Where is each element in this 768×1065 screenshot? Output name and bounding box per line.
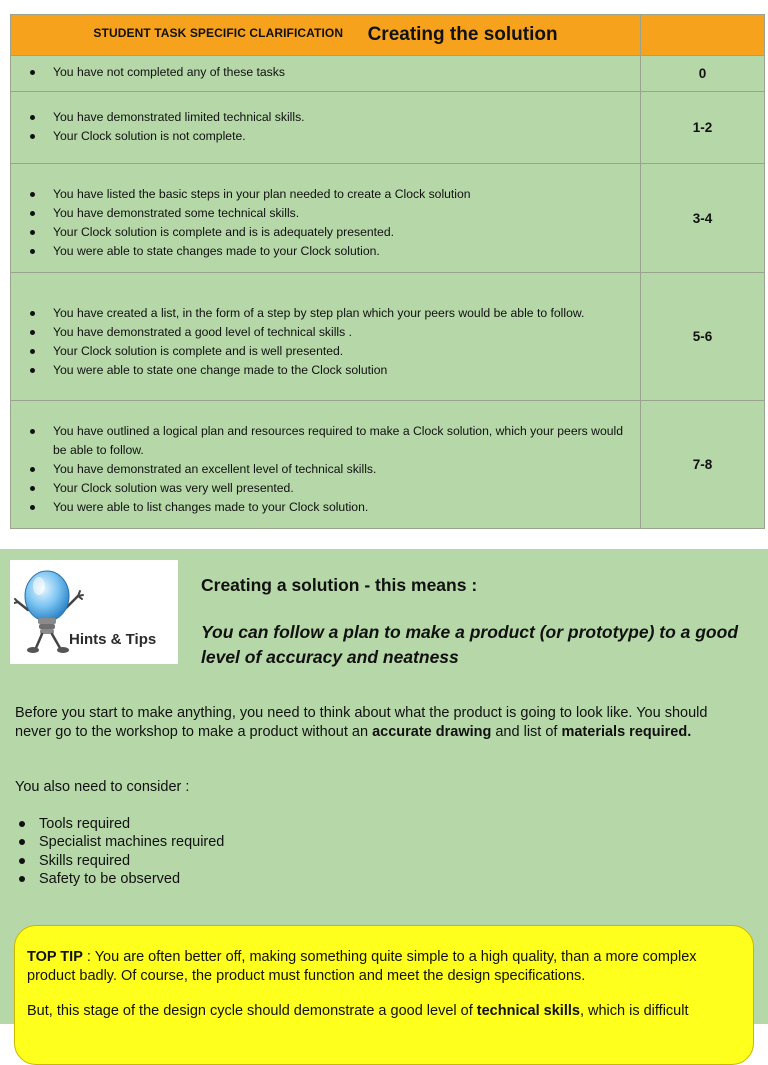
rubric-row <box>11 92 765 164</box>
hints-panel <box>0 549 768 1024</box>
criteria-item: You have listed the basic steps in your plan needed to create a Clock solution <box>53 185 640 204</box>
criteria-list <box>11 63 640 82</box>
criteria-item: Your Clock solution is complete and is is adequately presented. <box>53 223 640 242</box>
top-tip-text: : You are often better off, making something quite simple to a high quality, than a more complex product badly. Of course, the product must function and meet the design specifications. <box>27 949 697 984</box>
hints-tips-box <box>10 560 178 664</box>
rubric-table <box>10 14 765 529</box>
criteria-cell <box>11 273 641 401</box>
rubric-row <box>11 164 765 273</box>
criteria-list <box>11 292 640 380</box>
top-tip-paragraph <box>27 1002 741 1021</box>
criteria-list <box>11 410 640 517</box>
criteria-cell <box>11 56 641 92</box>
criteria-item: You have demonstrated some technical skills. <box>53 204 640 223</box>
criteria-item: You were able to state one change made to the Clock solution <box>53 361 640 380</box>
score-cell: 1-2 <box>641 92 765 164</box>
rubric-row <box>11 401 765 529</box>
criteria-item: You have created a list, in the form of a step by step plan which your peers would be able to follow. <box>53 304 640 323</box>
rubric-header-row <box>11 15 765 56</box>
criteria-cell <box>11 401 641 529</box>
criteria-item: You were able to list changes made to your Clock solution. <box>53 498 640 517</box>
intro-bold-materials: materials required. <box>561 724 692 740</box>
requirement-item: Safety to be observed <box>15 870 224 888</box>
top-tip-label: TOP TIP <box>27 949 83 965</box>
criteria-item: Your Clock solution is not complete. <box>53 127 640 146</box>
means-description: You can follow a plan to make a product (or prototype) to a good level of accuracy and neatness <box>201 622 739 667</box>
means-heading: Creating a solution - this means : <box>201 575 478 595</box>
rubric-header-title: Creating the solution <box>367 24 558 45</box>
rubric-row <box>11 273 765 401</box>
requirement-item: Skills required <box>15 852 224 870</box>
score-cell: 0 <box>641 56 765 92</box>
score-cell: 7-8 <box>641 401 765 529</box>
rubric-header-subtitle: STUDENT TASK SPECIFIC CLARIFICATION <box>93 26 344 40</box>
rubric-header-cell <box>11 15 641 56</box>
top-tip-box <box>14 925 754 1065</box>
criteria-item: You have demonstrated limited technical skills. <box>53 108 640 127</box>
criteria-list <box>11 173 640 261</box>
criteria-item: You have not completed any of these tasks <box>53 63 640 82</box>
top-tip-text: But, this stage of the design cycle should demonstrate a good level of <box>27 1003 477 1019</box>
requirements-list <box>15 815 224 888</box>
rubric-header-score-cell <box>641 15 765 56</box>
criteria-item: Your Clock solution is complete and is well presented. <box>53 342 640 361</box>
criteria-item: You have outlined a logical plan and resources required to make a Clock solution, which your peers would be able to follow. <box>53 422 640 460</box>
criteria-item: Your Clock solution was very well presented. <box>53 479 640 498</box>
criteria-list <box>11 108 640 146</box>
score-cell: 5-6 <box>641 273 765 401</box>
criteria-item: You were able to state changes made to your Clock solution. <box>53 242 640 261</box>
consider-text: You also need to consider : <box>15 779 190 795</box>
requirement-item: Tools required <box>15 815 224 833</box>
top-tip-bold: technical skills <box>476 1003 580 1019</box>
rubric-row <box>11 56 765 92</box>
criteria-item: You have demonstrated a good level of technical skills . <box>53 323 640 342</box>
criteria-cell <box>11 164 641 273</box>
intro-text: and list of <box>491 724 562 740</box>
top-tip-text: , which is difficult <box>579 1003 689 1019</box>
intro-text: Before you start to make anything, you need to think about what the product is going to look like. You should never go to the workshop to make a product without an <box>15 705 708 740</box>
hints-tips-label: Hints & Tips <box>69 631 157 648</box>
intro-paragraph <box>15 704 735 742</box>
top-tip-paragraph <box>27 948 741 986</box>
score-cell: 3-4 <box>641 164 765 273</box>
intro-bold-drawing: accurate drawing <box>372 724 492 740</box>
criteria-item: You have demonstrated an excellent level of technical skills. <box>53 460 640 479</box>
criteria-cell <box>11 92 641 164</box>
requirement-item: Specialist machines required <box>15 833 224 851</box>
